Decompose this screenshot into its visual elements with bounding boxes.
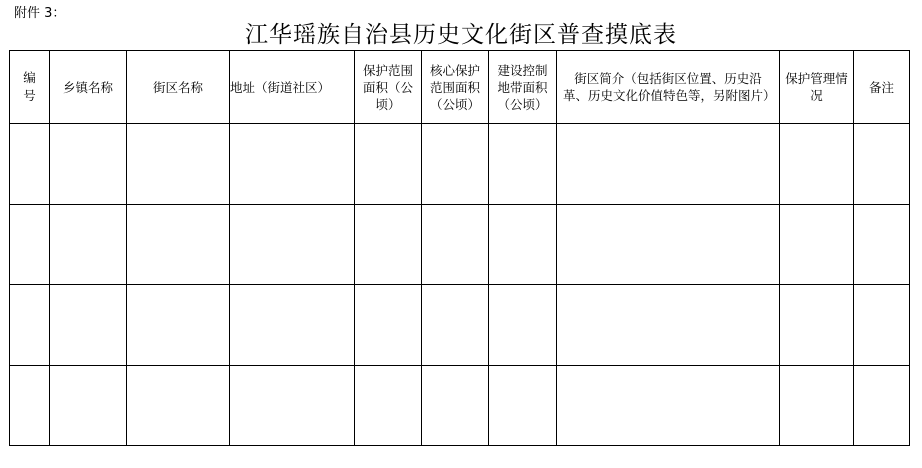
table-cell[interactable] — [780, 204, 854, 285]
col-header-core-area: 核心保护范围面积（公顷） — [422, 51, 489, 124]
table-cell[interactable] — [355, 124, 422, 205]
table-cell[interactable] — [780, 365, 854, 446]
table-cell[interactable] — [127, 365, 230, 446]
table-cell[interactable] — [489, 124, 557, 205]
table-cell[interactable] — [230, 285, 355, 366]
table-row — [10, 365, 910, 446]
table-cell[interactable] — [489, 204, 557, 285]
table-cell[interactable] — [780, 124, 854, 205]
table-cell[interactable] — [10, 124, 50, 205]
table-cell[interactable] — [50, 124, 127, 205]
table-cell[interactable] — [489, 285, 557, 366]
col-header-number: 编号 — [10, 51, 50, 124]
table-cell[interactable] — [854, 124, 910, 205]
table-cell[interactable] — [127, 124, 230, 205]
col-header-remarks: 备注 — [854, 51, 910, 124]
table-cell[interactable] — [780, 285, 854, 366]
table-cell[interactable] — [422, 204, 489, 285]
col-header-protection-area: 保护范围面积（公顷） — [355, 51, 422, 124]
table-cell[interactable] — [50, 365, 127, 446]
table-cell[interactable] — [422, 365, 489, 446]
table-cell[interactable] — [230, 365, 355, 446]
table-cell[interactable] — [355, 365, 422, 446]
survey-table — [9, 50, 910, 446]
table-cell[interactable] — [10, 285, 50, 366]
table-cell[interactable] — [854, 365, 910, 446]
table-cell[interactable] — [10, 204, 50, 285]
col-header-town-name: 乡镇名称 — [50, 51, 127, 124]
table-cell[interactable] — [127, 285, 230, 366]
table-cell[interactable] — [355, 285, 422, 366]
table-cell[interactable] — [557, 365, 780, 446]
table-cell[interactable] — [557, 285, 780, 366]
table-cell[interactable] — [422, 124, 489, 205]
table-cell[interactable] — [230, 204, 355, 285]
attachment-label: 附件 3： — [14, 6, 66, 21]
table-row — [10, 204, 910, 285]
table-cell[interactable] — [422, 285, 489, 366]
table-cell[interactable] — [230, 124, 355, 205]
table-cell[interactable] — [127, 204, 230, 285]
form-title: 江华瑶族自治县历史文化街区普查摸底表 — [245, 22, 677, 48]
col-header-introduction: 街区简介（包括街区位置、历史沿革、历史文化价值特色等，另附图片） — [557, 51, 780, 124]
table-cell[interactable] — [355, 204, 422, 285]
table-cell[interactable] — [10, 365, 50, 446]
table-cell[interactable] — [50, 285, 127, 366]
col-header-control-area: 建设控制地带面积（公顷） — [489, 51, 557, 124]
col-header-address: 地址（街道社区） — [230, 51, 355, 124]
table-cell[interactable] — [557, 124, 780, 205]
table-cell[interactable] — [557, 204, 780, 285]
table-row — [10, 124, 910, 205]
table-cell[interactable] — [50, 204, 127, 285]
col-header-district-name: 街区名称 — [127, 51, 230, 124]
table-cell[interactable] — [489, 365, 557, 446]
table-row — [10, 285, 910, 366]
table-cell[interactable] — [854, 204, 910, 285]
table-cell[interactable] — [854, 285, 910, 366]
col-header-management: 保护管理情况 — [780, 51, 854, 124]
header-row — [10, 51, 910, 124]
